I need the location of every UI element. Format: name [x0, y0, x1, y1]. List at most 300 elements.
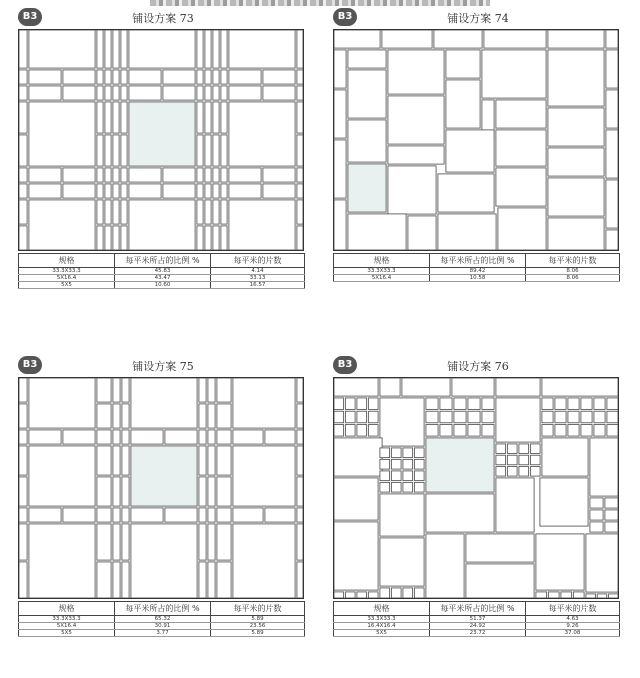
- tile: [380, 494, 424, 536]
- tile: [357, 398, 367, 410]
- tile: [542, 398, 553, 410]
- table-row: [334, 268, 620, 275]
- tile: [129, 70, 161, 84]
- tile: [334, 478, 378, 520]
- page-header-strip: [150, 0, 490, 6]
- tile: [29, 86, 61, 100]
- tile: [414, 588, 424, 598]
- tile: [165, 430, 197, 444]
- table-row: [19, 275, 305, 282]
- tile: [403, 588, 413, 598]
- tile: [609, 594, 619, 598]
- tile: [29, 508, 61, 522]
- tile: [426, 425, 438, 437]
- header-pieces: 每平米的片数: [526, 254, 620, 268]
- series-badge: B3: [333, 356, 357, 374]
- tile: [122, 508, 129, 522]
- tile: [229, 30, 295, 68]
- header-ratio: 每平米所占的比例 %: [115, 254, 211, 268]
- tile: [163, 86, 195, 100]
- tile: [163, 168, 195, 182]
- cell-pieces: 9.26: [526, 623, 620, 630]
- tile: [208, 378, 215, 402]
- tile: [536, 534, 584, 590]
- tile: [197, 200, 203, 224]
- tile: [519, 467, 529, 477]
- tile: [229, 70, 261, 84]
- tile: [414, 448, 424, 458]
- tile: [334, 411, 344, 423]
- tile: [233, 508, 263, 522]
- cell-ratio: 10.60: [115, 282, 211, 289]
- tile: [129, 168, 161, 182]
- tile: [542, 378, 618, 396]
- tile: [597, 594, 607, 598]
- tile: [561, 592, 572, 598]
- panel-title: 铺设方案 75: [132, 360, 194, 373]
- tile: [297, 168, 303, 182]
- tile: [199, 562, 206, 598]
- tile: [380, 448, 390, 458]
- tile: [348, 70, 386, 118]
- tile: [129, 86, 161, 100]
- cell-ratio: 24.92: [430, 623, 526, 630]
- tile: [438, 174, 494, 212]
- tile: [197, 102, 203, 133]
- tile: [368, 398, 378, 410]
- tile: [122, 430, 129, 444]
- tile: [368, 411, 378, 423]
- tile: [391, 471, 401, 481]
- tile: [607, 411, 618, 423]
- tile: [113, 378, 120, 402]
- tile: [97, 477, 111, 506]
- tile: [380, 471, 390, 481]
- tile: [334, 90, 346, 138]
- tile: [19, 378, 27, 402]
- tile: [606, 180, 618, 228]
- tile: [208, 524, 215, 560]
- tile: [197, 135, 203, 166]
- tile: [205, 168, 211, 182]
- tile: [229, 168, 261, 182]
- tile: [121, 135, 127, 166]
- tile: [131, 446, 197, 506]
- tile: [105, 102, 111, 133]
- tile: [121, 86, 127, 100]
- tile: [131, 378, 197, 428]
- tile: [297, 184, 303, 198]
- tile: [19, 86, 27, 100]
- tile: [113, 508, 120, 522]
- tile: [122, 446, 129, 475]
- panel-title: 铺设方案 73: [132, 12, 194, 25]
- tile: [205, 200, 211, 224]
- tile: [496, 100, 546, 128]
- tile: [548, 218, 604, 250]
- tile: [426, 534, 464, 598]
- tile: [131, 524, 197, 598]
- tile: [555, 425, 566, 437]
- tile: [606, 30, 618, 48]
- tile: [205, 226, 211, 250]
- cell-pieces: 4.63: [526, 616, 620, 623]
- tile: [348, 214, 406, 250]
- tile: [208, 404, 215, 428]
- tile: [357, 411, 367, 423]
- tile: [606, 90, 618, 128]
- header-ratio: 每平米所占的比例 %: [430, 254, 526, 268]
- tile: [199, 477, 206, 506]
- tile: [403, 448, 413, 458]
- tile: [403, 459, 413, 469]
- tile: [606, 230, 618, 250]
- tile: [197, 70, 203, 84]
- cell-spec: 5X5: [19, 630, 115, 637]
- tile: [213, 70, 219, 84]
- tile: [548, 148, 604, 176]
- tile: [334, 398, 344, 410]
- tile: [113, 30, 119, 68]
- tile: [548, 108, 604, 146]
- tile: [113, 184, 119, 198]
- tile: [388, 146, 444, 164]
- tile: [414, 459, 424, 469]
- tile: [555, 411, 566, 423]
- tile: [380, 588, 390, 598]
- tile: [233, 524, 295, 598]
- tile: [105, 30, 111, 68]
- tile: [573, 592, 584, 598]
- tile: [197, 30, 203, 68]
- tile: [507, 455, 517, 465]
- cell-pieces: 16.57: [211, 282, 305, 289]
- cell-pieces: 4.14: [211, 268, 305, 275]
- tile: [590, 498, 603, 508]
- tile: [380, 398, 424, 446]
- table-row: [19, 630, 305, 637]
- tile: [297, 30, 303, 68]
- tile: [199, 404, 206, 428]
- tile: [205, 102, 211, 133]
- tile: [229, 184, 261, 198]
- tile: [97, 184, 103, 198]
- spec-table: [18, 253, 305, 289]
- tile: [568, 411, 579, 423]
- tile: [484, 30, 546, 48]
- table-row: [19, 623, 305, 630]
- tile: [97, 200, 103, 224]
- cell-spec: 5X16.4: [334, 275, 430, 282]
- tile: [129, 102, 195, 166]
- cell-pieces: 8.06: [526, 268, 620, 275]
- spec-table: [333, 601, 620, 637]
- tile: [208, 477, 215, 506]
- table-row: [334, 623, 620, 630]
- tile: [208, 562, 215, 598]
- tile: [586, 594, 596, 598]
- tile: [263, 86, 295, 100]
- tile: [380, 538, 424, 586]
- tile: [97, 446, 111, 475]
- table-row: [19, 268, 305, 275]
- tile: [217, 446, 231, 475]
- cell-ratio: 30.91: [115, 623, 211, 630]
- tile: [586, 534, 618, 592]
- tile: [466, 534, 534, 562]
- tile: [496, 455, 506, 465]
- tile: [519, 444, 529, 454]
- tile: [113, 446, 120, 475]
- cell-spec: 33.3X33.3: [19, 268, 115, 275]
- tile: [19, 562, 27, 598]
- spec-table: [333, 253, 620, 282]
- header-pieces: 每平米的片数: [211, 254, 305, 268]
- tile: [208, 430, 215, 444]
- tile: [496, 398, 540, 442]
- tile: [380, 378, 400, 396]
- tile: [297, 524, 303, 560]
- tile: [199, 430, 206, 444]
- tile: [199, 524, 206, 560]
- cell-spec: 5X5: [334, 630, 430, 637]
- cell-spec: 33.3X33.3: [19, 616, 115, 623]
- cell-pieces: 37.08: [526, 630, 620, 637]
- tile: [29, 168, 61, 182]
- tile: [205, 135, 211, 166]
- tile: [113, 86, 119, 100]
- tile: [221, 30, 227, 68]
- tile: [19, 102, 27, 133]
- tile: [388, 166, 436, 214]
- tile: [590, 438, 618, 496]
- tile: [97, 524, 111, 560]
- tile: [297, 135, 303, 166]
- tile: [121, 70, 127, 84]
- tile: [113, 226, 119, 250]
- cell-spec: 5X5: [19, 282, 115, 289]
- tile: [217, 430, 231, 444]
- tile: [199, 446, 206, 475]
- tile: [63, 184, 95, 198]
- table-row: [334, 630, 620, 637]
- tile: [334, 425, 344, 437]
- tile: [345, 398, 355, 410]
- tile: [297, 404, 303, 428]
- tile: [348, 120, 386, 162]
- header-ratio: 每平米所占的比例 %: [430, 602, 526, 616]
- tile: [388, 96, 444, 144]
- tile: [97, 102, 103, 133]
- tile: [97, 226, 103, 250]
- tile: [548, 592, 559, 598]
- tile: [403, 482, 413, 492]
- tile: [391, 482, 401, 492]
- tile: [348, 50, 386, 68]
- tile: [217, 524, 231, 560]
- tile: [197, 226, 203, 250]
- tile: [482, 411, 494, 423]
- tile: [113, 168, 119, 182]
- tile: [205, 86, 211, 100]
- series-badge: B3: [333, 8, 357, 26]
- tile: [530, 467, 540, 477]
- tile: [357, 592, 367, 598]
- tile: [129, 184, 161, 198]
- tile: [345, 411, 355, 423]
- tile: [97, 135, 103, 166]
- cell-pieces: 5.89: [211, 616, 305, 623]
- tile: [496, 168, 546, 206]
- tile: [334, 378, 378, 396]
- tile: [199, 508, 206, 522]
- tile: [496, 478, 534, 532]
- tile: [29, 430, 61, 444]
- tile: [29, 446, 95, 506]
- table-row: [19, 616, 305, 623]
- header-spec: 规格: [334, 602, 430, 616]
- tile: [590, 522, 603, 532]
- tile-pattern-diagram: [333, 29, 619, 251]
- tile: [97, 86, 103, 100]
- tile: [446, 50, 480, 78]
- tile: [233, 430, 263, 444]
- tile: [121, 102, 127, 133]
- tile: [29, 524, 95, 598]
- tile: [213, 184, 219, 198]
- tile: [542, 425, 553, 437]
- tile: [165, 508, 197, 522]
- tile: [221, 184, 227, 198]
- cell-ratio: 45.83: [115, 268, 211, 275]
- tile: [265, 508, 295, 522]
- tile: [19, 30, 27, 68]
- tile: [131, 508, 163, 522]
- tile: [498, 208, 546, 250]
- tile: [454, 425, 466, 437]
- header-spec: 规格: [19, 254, 115, 268]
- tile: [452, 378, 494, 396]
- tile: [217, 508, 231, 522]
- tile: [121, 200, 127, 224]
- tile: [594, 411, 605, 423]
- tile: [414, 471, 424, 481]
- tile: [426, 494, 494, 532]
- series-badge: B3: [18, 8, 42, 26]
- cell-ratio: 23.72: [430, 630, 526, 637]
- tile: [19, 184, 27, 198]
- cell-pieces: 5.89: [211, 630, 305, 637]
- tile: [113, 135, 119, 166]
- tile: [391, 588, 401, 598]
- tile: [205, 70, 211, 84]
- cell-ratio: 43.47: [115, 275, 211, 282]
- tile: [163, 184, 195, 198]
- tile: [368, 592, 378, 598]
- tile: [408, 216, 436, 250]
- tile: [208, 508, 215, 522]
- tile: [536, 592, 547, 598]
- tile: [105, 135, 111, 166]
- cell-spec: 5X16.4: [19, 623, 115, 630]
- tile: [334, 200, 346, 250]
- tile: [348, 164, 386, 212]
- tile: [221, 102, 227, 133]
- cell-ratio: 3.77: [115, 630, 211, 637]
- tile: [482, 398, 494, 410]
- tile: [19, 135, 27, 166]
- tile: [468, 398, 480, 410]
- tile: [29, 184, 61, 198]
- tile: [113, 562, 120, 598]
- tile: [507, 444, 517, 454]
- tile: [29, 378, 95, 428]
- tile: [414, 482, 424, 492]
- tile: [380, 482, 390, 492]
- tile: [297, 508, 303, 522]
- tile: [113, 102, 119, 133]
- tile: [221, 200, 227, 224]
- tile: [97, 562, 111, 598]
- tile: [297, 477, 303, 506]
- tile: [548, 50, 604, 106]
- tile: [496, 467, 506, 477]
- tile: [122, 562, 129, 598]
- tile: [482, 50, 546, 98]
- cell-spec: 16.4X16.4: [334, 623, 430, 630]
- tile: [607, 425, 618, 437]
- tile: [233, 446, 295, 506]
- tile: [581, 398, 592, 410]
- tile: [19, 226, 27, 250]
- tile: [438, 214, 496, 250]
- tile: [468, 425, 480, 437]
- tile: [581, 425, 592, 437]
- tile: [163, 70, 195, 84]
- tile: [482, 425, 494, 437]
- tile: [229, 102, 295, 166]
- tile: [334, 30, 380, 48]
- series-badge: B3: [18, 356, 42, 374]
- cell-ratio: 51.37: [430, 616, 526, 623]
- tile: [19, 477, 27, 506]
- tile: [29, 102, 95, 166]
- tile: [434, 30, 482, 48]
- tile: [440, 411, 452, 423]
- tile: [121, 168, 127, 182]
- tile: [217, 378, 231, 402]
- tile: [542, 438, 588, 476]
- cell-pieces: 23.56: [211, 623, 305, 630]
- tile: [19, 524, 27, 560]
- tile: [297, 200, 303, 224]
- cell-ratio: 10.58: [430, 275, 526, 282]
- tile: [221, 70, 227, 84]
- tile: [548, 30, 604, 48]
- tile: [129, 30, 195, 68]
- tile: [213, 30, 219, 68]
- tile: [568, 398, 579, 410]
- tile: [380, 459, 390, 469]
- tile: [368, 425, 378, 437]
- tile: [382, 30, 432, 48]
- cell-spec: 5X16.4: [19, 275, 115, 282]
- tile: [334, 592, 344, 598]
- tile: [440, 398, 452, 410]
- tile: [97, 70, 103, 84]
- table-row: [19, 282, 305, 289]
- tile: [217, 404, 231, 428]
